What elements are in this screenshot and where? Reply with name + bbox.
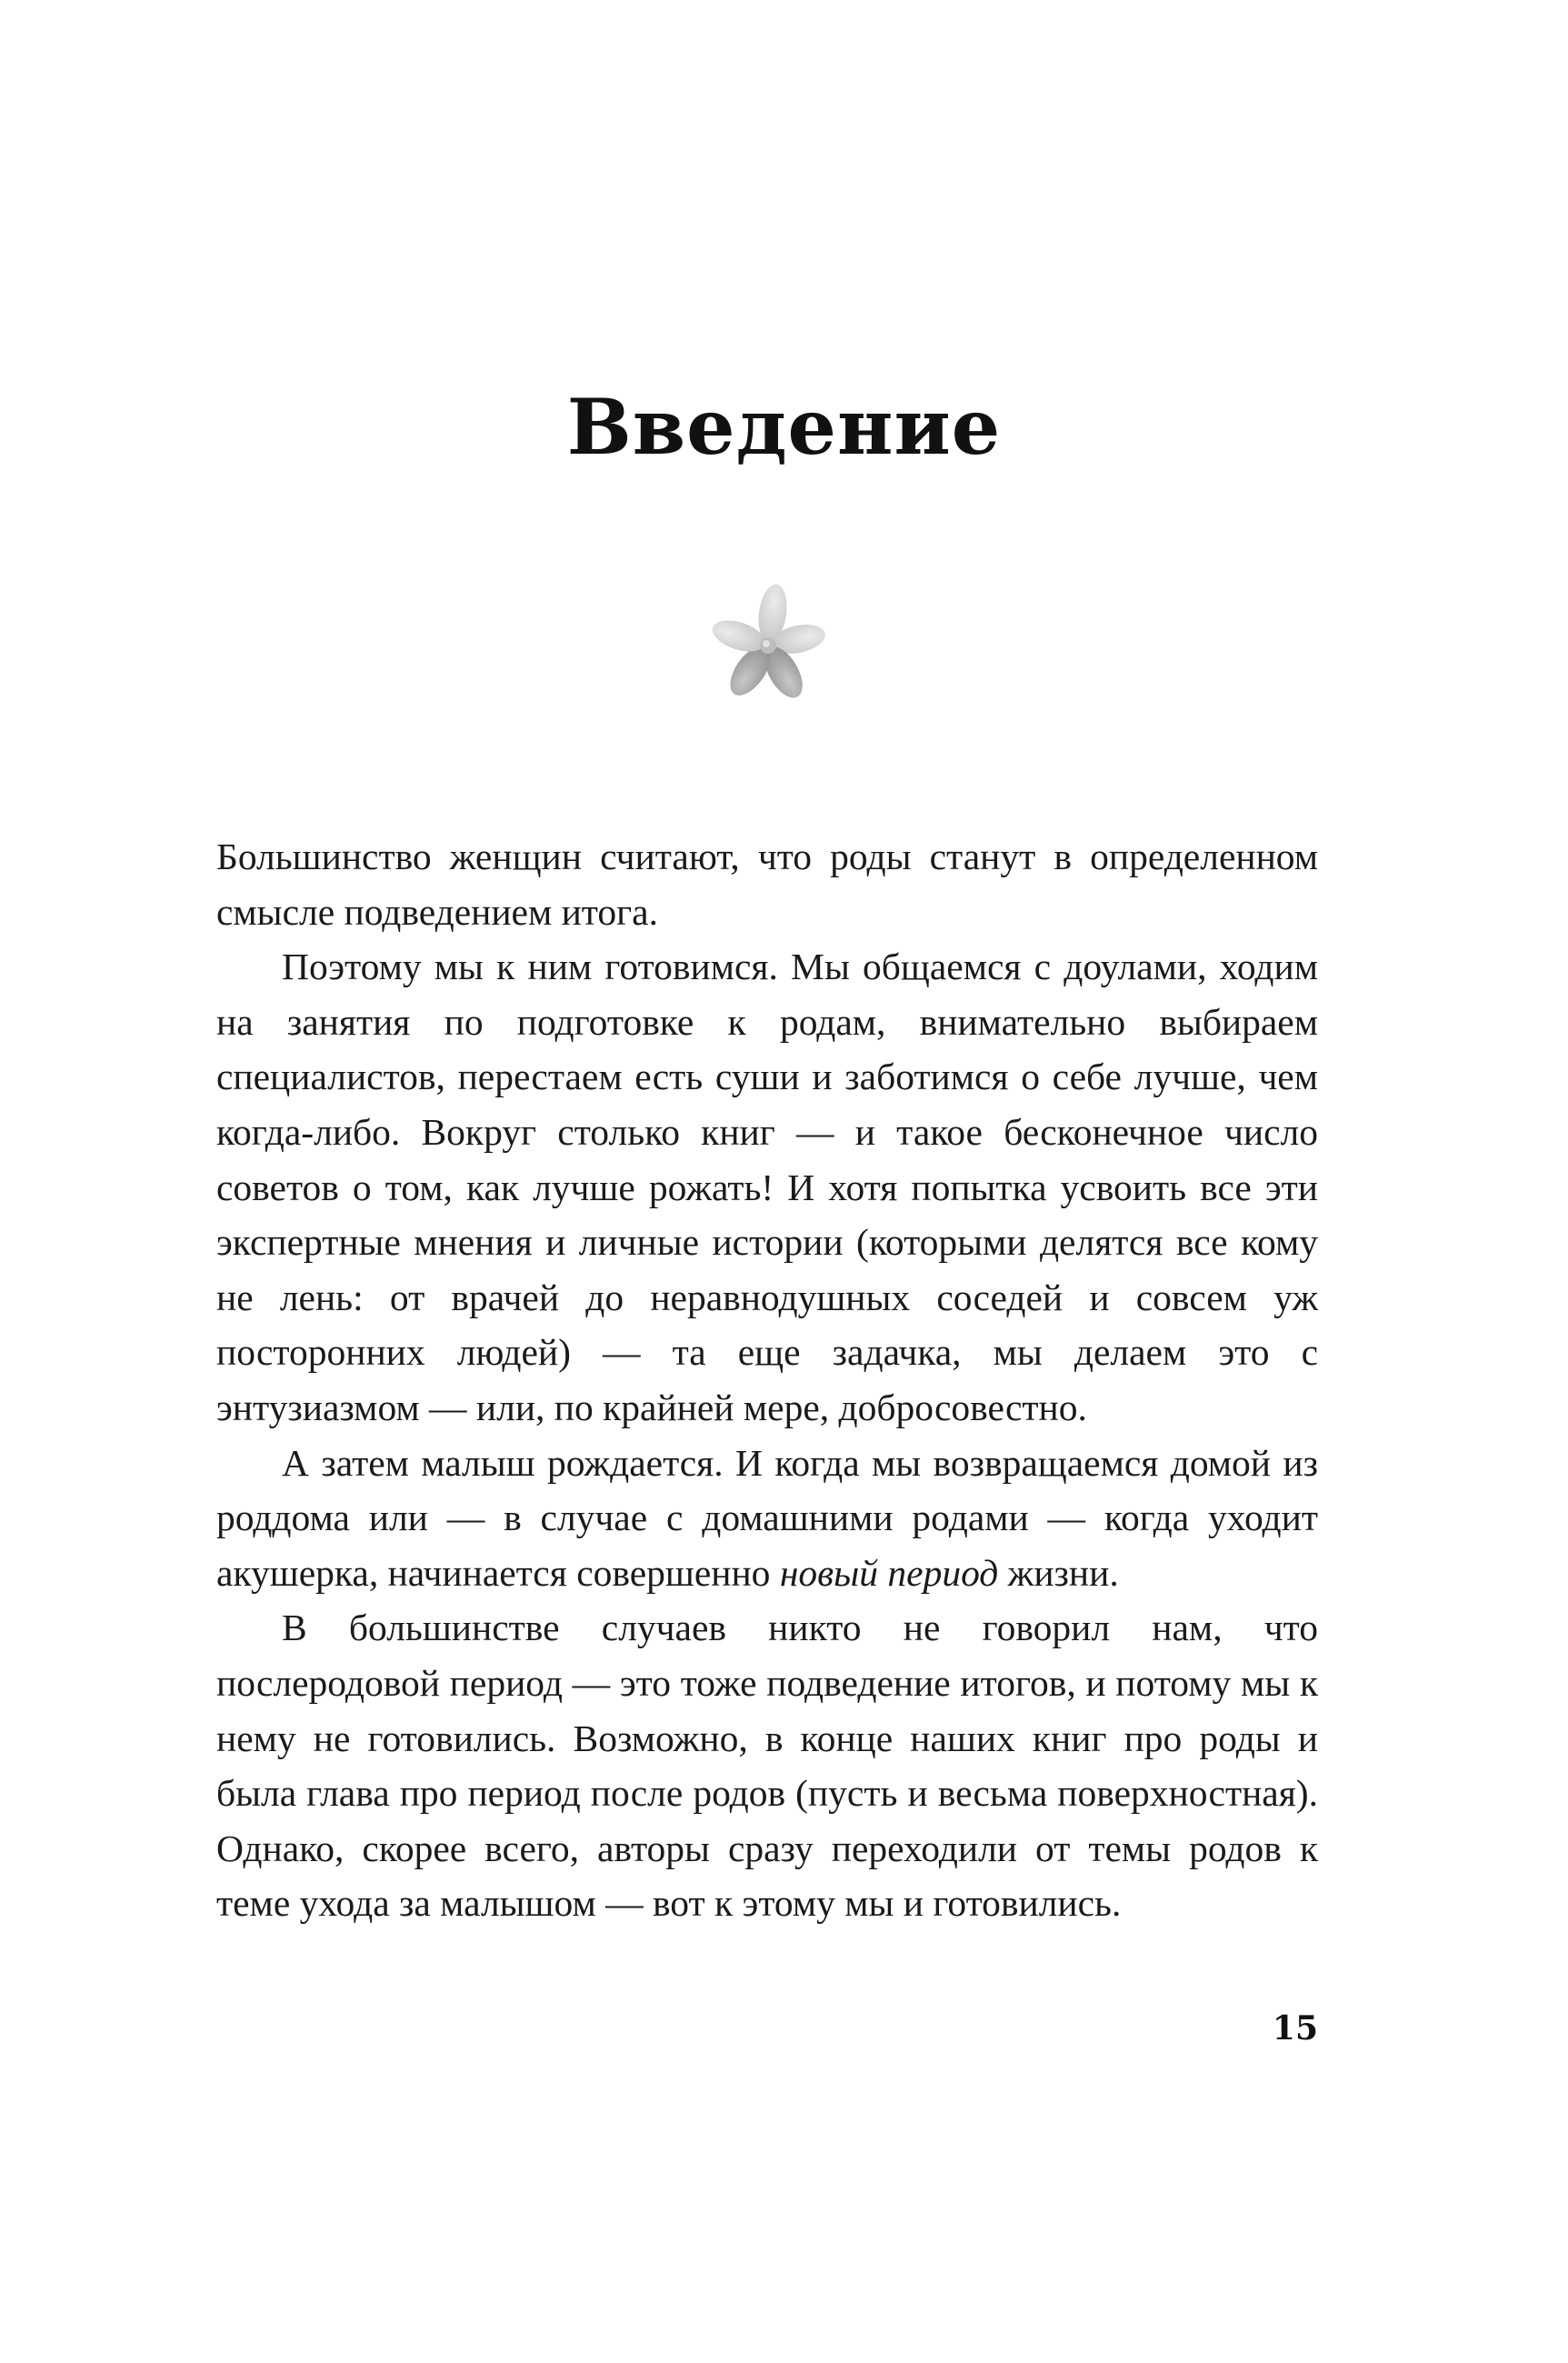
paragraph-3-emphasis: новый период [779,1551,999,1594]
body-text [216,829,1318,1931]
paragraph-4: В большинстве случаев никто не говорил нам, что послеродовой период — это тоже подведение итогов, и потому мы к нему не готовились. Возможно, в конце наших книг про роды и была глава про период после родов (пусть и весьма поверхностная). Однако, скорее всего, авторы сразу переходили от темы родов к теме ухода за малышом — вот к этому мы и готовились. [216,1607,1318,1925]
paragraph-3 [216,1436,1318,1601]
paragraph-2: Поэтому мы к ним готовимся. Мы общаемся с доулами, ходим на занятия по подготовке к родам, внимательно выбираем специалистов, перестаем есть суши и заботимся о себе лучше, чем когда-либо. Вокруг столько книг — и такое бесконечное число советов о том, как лучше рожать! И хотя попытка усвоить все эти экспертные мнения и личные истории (которыми делятся все кому не лень: от врачей до неравнодушных соседей и совсем уж посторонних людей) — та еще задачка, мы делаем это с энтузиазмом — или, по крайней мере, добросовестно. [216,946,1318,1428]
paragraph-3-text-after: жизни. [998,1551,1119,1594]
flower-icon [695,571,841,716]
chapter-title: Введение [566,382,1002,472]
paragraph-1: Большинство женщин считают, что роды станут в определенном смысле подведением итога. [216,836,1318,933]
paragraph-3-text-before: А затем малыш рождается. И когда мы возвращаемся домой из роддома или — в случае с домашними родами — когда уходит акушерка, начинается совершенно [216,1441,1318,1594]
page-number: 15 [1272,2009,1318,2048]
